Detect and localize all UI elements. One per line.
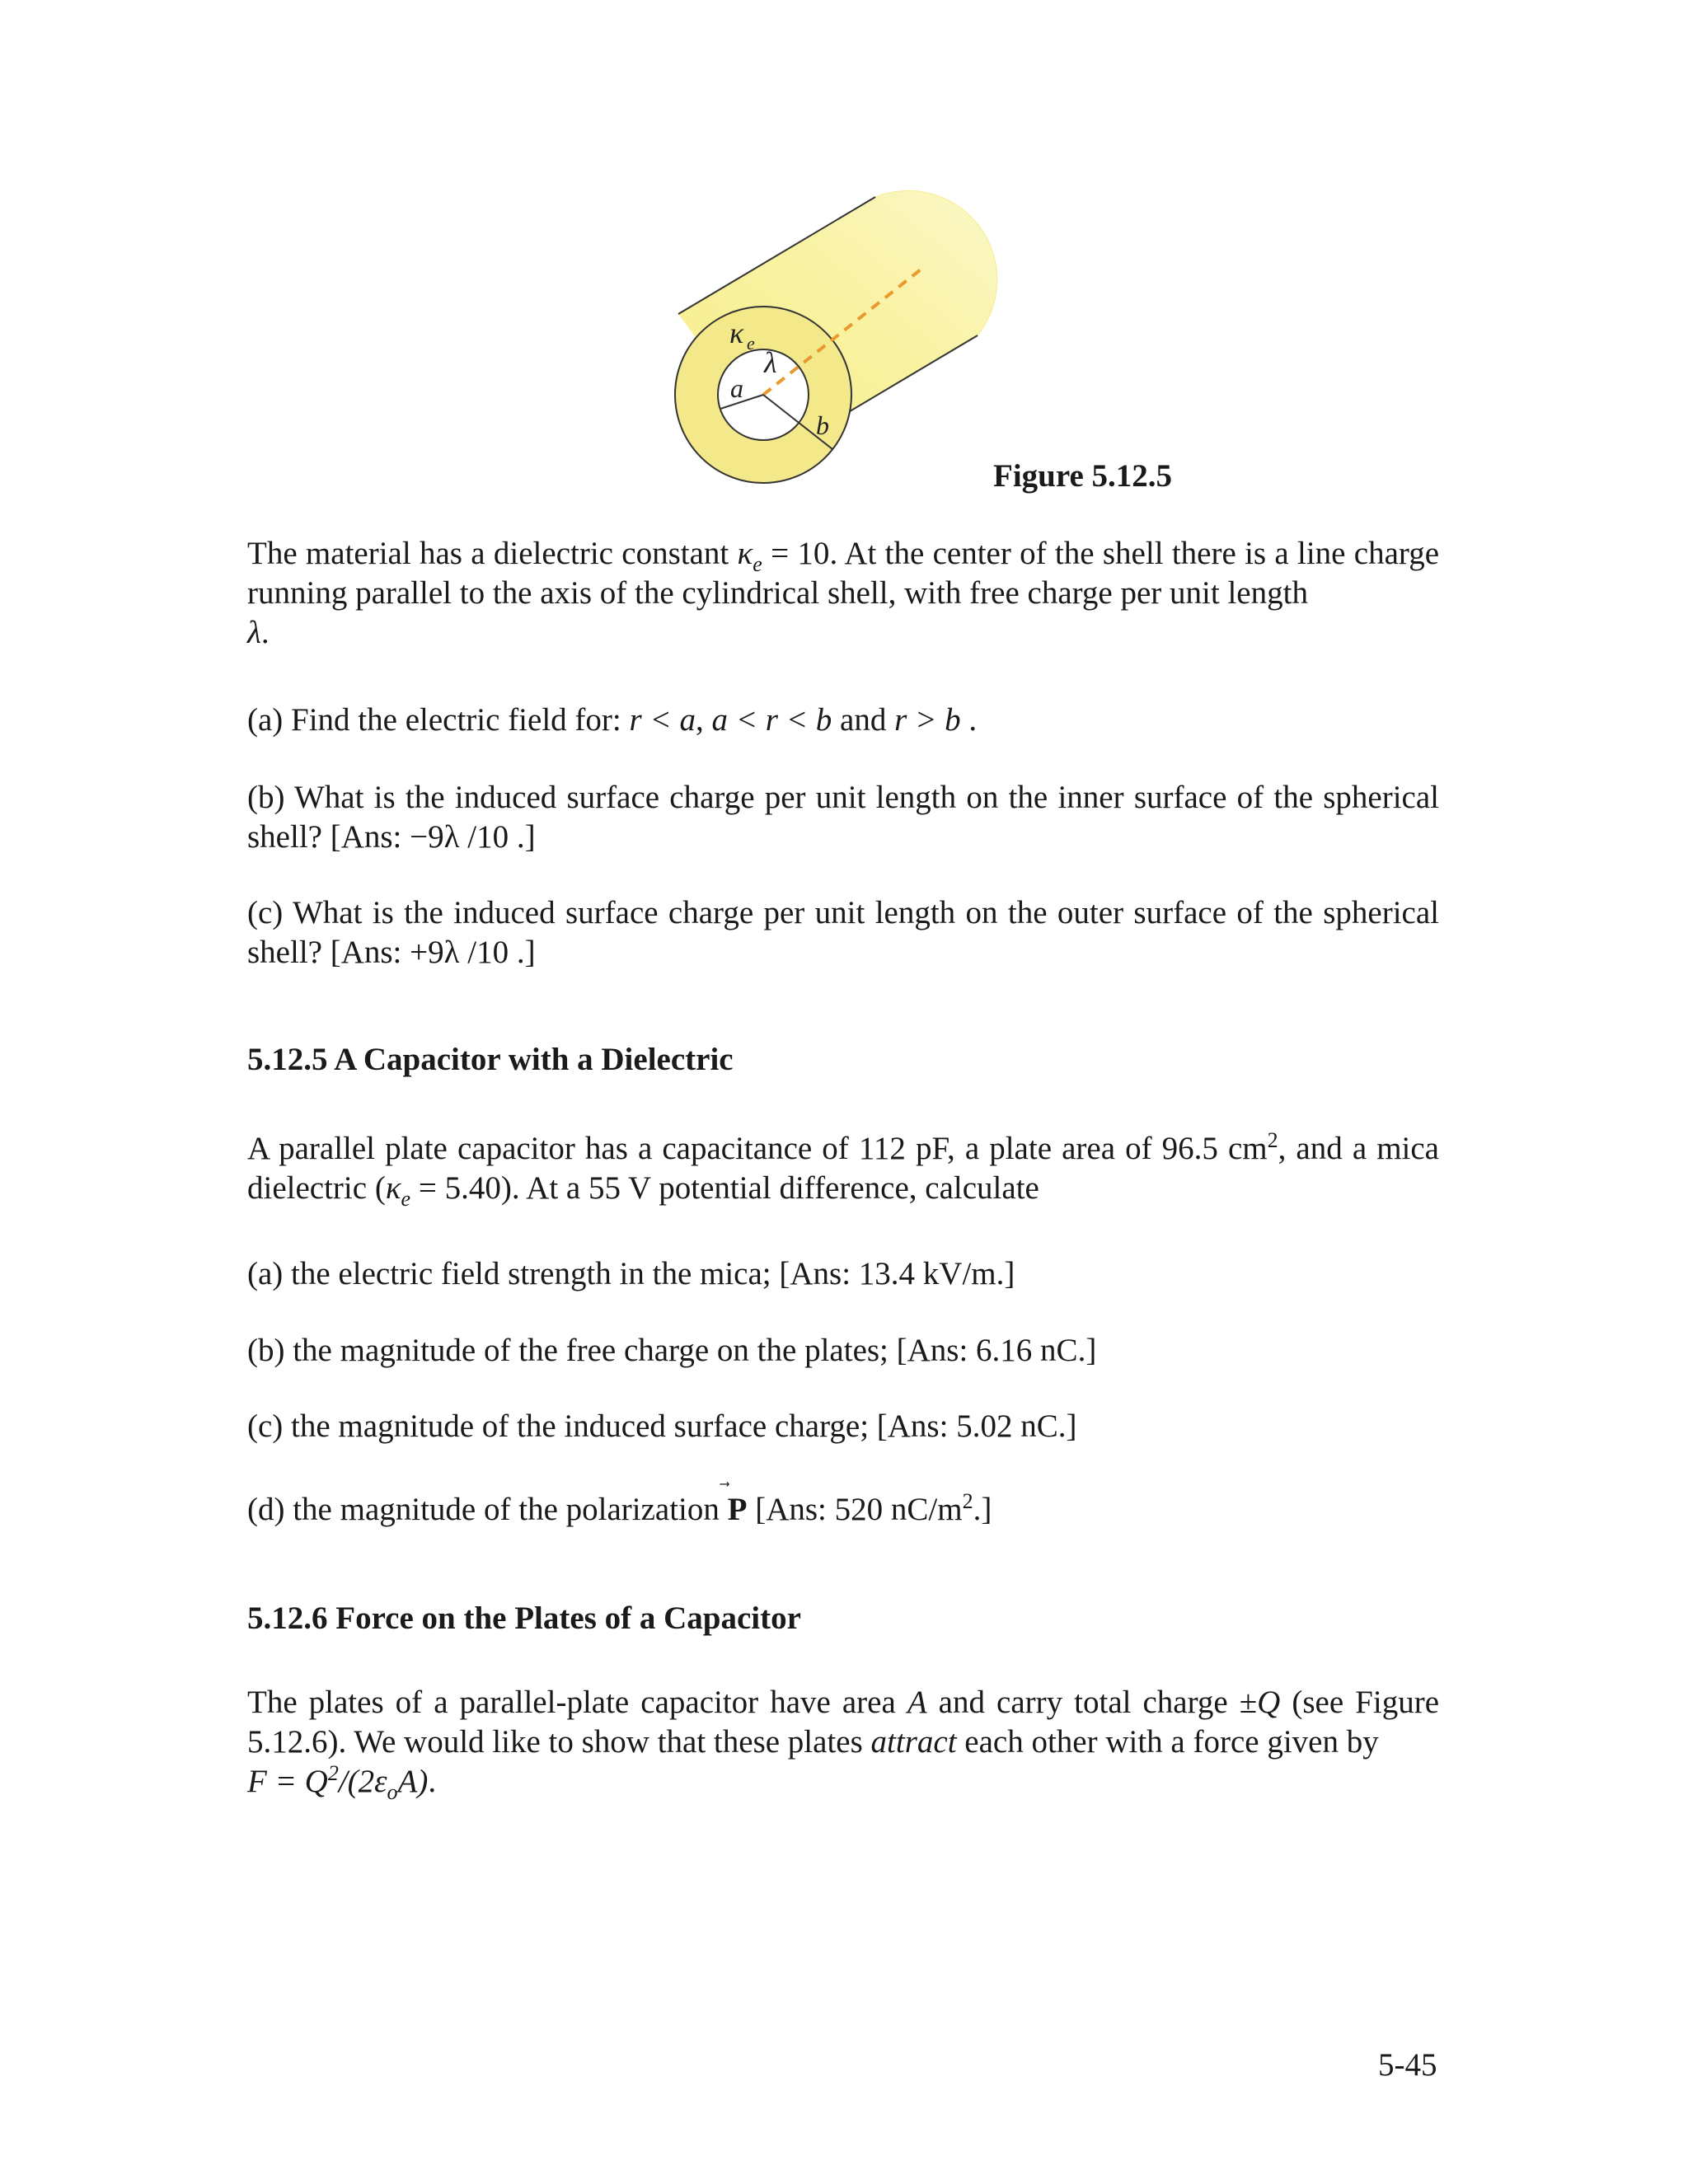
charge-symbol: Q xyxy=(1257,1685,1281,1720)
kappa-subscript: e xyxy=(753,551,762,576)
section-heading-5-12-6: 5.12.6 Force on the Plates of a Capacitor xyxy=(247,1601,801,1636)
b-label: b xyxy=(816,410,829,440)
formula-c: A) xyxy=(397,1764,429,1799)
part-c-text: (c) What is the induced surface charge per unit length on the outer surface of the spherical shell? [Ans: xyxy=(247,895,1439,970)
area-symbol: A xyxy=(907,1685,927,1720)
section-heading-5-12-5: 5.12.5 A Capacitor with a Dielectric xyxy=(247,1042,734,1077)
part-a-label: (a) Find the electric field for: xyxy=(247,702,630,738)
lambda-label: λ xyxy=(764,346,777,379)
mica-kappa-value: = 5.40 xyxy=(410,1170,501,1206)
cap-part-b: (b) the magnitude of the free charge on the plates; [Ans: 6.16 nC.] xyxy=(247,1333,1097,1368)
attract-word: attract xyxy=(870,1724,957,1760)
force-p3: (see Figure 5.12.6). We would like to show that these plates xyxy=(247,1685,1440,1760)
page-number: 5-45 xyxy=(1378,2047,1437,2083)
mica-kappa-sub: e xyxy=(401,1186,411,1211)
formula-sup: 2 xyxy=(327,1761,339,1785)
mica-kappa: κ xyxy=(385,1170,401,1206)
cap-intro-c: ). At a 55 V potential difference, calculate xyxy=(500,1170,1039,1206)
cond-2: a < r < b xyxy=(711,702,832,738)
intro-end: . xyxy=(260,615,270,650)
kappa-label: κ xyxy=(729,316,744,349)
cm-exponent: 2 xyxy=(1267,1128,1278,1152)
cylinder-figure xyxy=(659,190,1006,519)
intro-text-2: . At the center of the shell there is a line charge running parallel to the axis of the cylindrical shell, with free charge per unit length xyxy=(247,536,1440,611)
part-c-end: .] xyxy=(509,935,536,970)
part-a-cyl xyxy=(247,701,977,740)
kappa-symbol: κ xyxy=(737,536,753,571)
vector-letter: P xyxy=(727,1492,748,1527)
cap-part-a: (a) the electric field strength in the mica; [Ans: 13.4 kV/m.] xyxy=(247,1256,1015,1291)
kappa-value: = 10 xyxy=(762,536,830,571)
kappa-sub-label: e xyxy=(747,333,755,354)
formula-sub: o xyxy=(387,1779,398,1804)
intro-text-1: The material has a dielectric constant xyxy=(247,536,738,571)
force-paragraph xyxy=(247,1683,1439,1802)
sep-1: , xyxy=(695,702,712,738)
capacitor-intro xyxy=(247,1128,1439,1211)
part-c-cyl xyxy=(247,893,1439,972)
formula-b: /(2ε xyxy=(338,1764,387,1799)
m-exponent: 2 xyxy=(962,1489,973,1513)
cap-intro-b: , and a mica dielectric ( xyxy=(247,1131,1439,1206)
cap-part-c: (c) the magnitude of the induced surface charge; [Ans: 5.02 nC.] xyxy=(247,1408,1077,1444)
formula-a: F = Q xyxy=(247,1764,328,1799)
cond-1: r < a xyxy=(629,702,696,738)
part-b-answer: −9λ /10 xyxy=(410,819,509,855)
part-a-end: . xyxy=(960,702,978,738)
part-b-cyl xyxy=(247,778,1439,857)
part-b-end: .] xyxy=(509,819,536,855)
figure-caption: Figure 5.12.5 xyxy=(993,458,1173,494)
formula-end: . xyxy=(428,1764,437,1799)
cap-intro-a: A parallel plate capacitor has a capacitance of 112 pF, a plate area of 96.5 cm xyxy=(247,1131,1268,1166)
force-p2: and carry total charge ± xyxy=(926,1685,1258,1720)
force-p1: The plates of a parallel-plate capacitor have area xyxy=(247,1685,907,1720)
and-text: and xyxy=(832,702,895,738)
lambda-symbol: λ xyxy=(247,615,261,650)
part-c-answer: +9λ /10 xyxy=(410,935,509,970)
force-formula xyxy=(247,1761,429,1804)
force-p4: each other with a force given by xyxy=(956,1724,1379,1760)
problem-intro xyxy=(247,534,1439,653)
cond-3: r > b xyxy=(894,702,961,738)
polarization-vector xyxy=(728,1490,748,1530)
part-d-answer: [Ans: 520 nC/m xyxy=(747,1492,963,1527)
part-d-text: (d) the magnitude of the polarization xyxy=(247,1492,728,1527)
a-label: a xyxy=(730,373,743,403)
cap-part-d xyxy=(247,1490,992,1530)
part-b-text: (b) What is the induced surface charge per unit length on the inner surface of the spherical shell? [Ans: xyxy=(247,780,1439,855)
part-d-end: .] xyxy=(973,1492,992,1527)
